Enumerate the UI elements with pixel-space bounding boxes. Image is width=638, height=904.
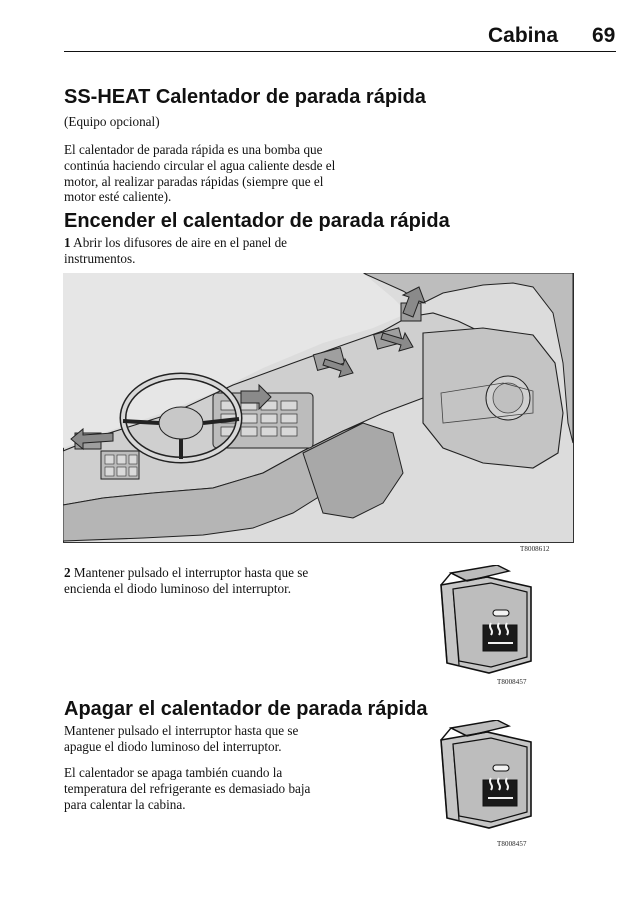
main-title: SS-HEAT Calentador de parada rápida	[64, 86, 426, 108]
step-2-number: 2	[64, 565, 71, 580]
header-page-number: 69	[592, 24, 616, 47]
step-1-text: Abrir los difusores de aire en el panel de instrumentos.	[64, 235, 288, 266]
heater-switch-illustration-2	[437, 720, 537, 830]
optional-note: (Equipo opcional)	[64, 114, 160, 129]
turn-off-paragraph: Mantener pulsado el interruptor hasta que se apague el diodo luminoso del interruptor.	[64, 723, 299, 754]
turn-on-title: Encender el calentador de parada rápida	[64, 210, 450, 232]
step-2-text: Mantener pulsado el interruptor hasta que se encienda el diodo luminoso del interruptor.	[64, 565, 309, 596]
header-rule	[64, 51, 616, 52]
intro-paragraph: El calentador de parada rápida es una bomba que continúa haciendo circular el agua caliente desde el motor, al realizar paradas rápidas (siempre que el motor esté caliente).	[64, 142, 336, 205]
step-1	[64, 235, 326, 267]
turn-off-title: Apagar el calentador de parada rápida	[64, 698, 428, 720]
switch-figure-code-1: T8008457	[497, 678, 527, 686]
header-section-title: Cabina	[488, 24, 559, 47]
turn-off-note: El calentador se apaga también cuando la temperatura del refrigerante es demasiado baja para calentar la cabina.	[64, 765, 311, 812]
dashboard-figure-code: T8008612	[520, 545, 550, 553]
step-1-number: 1	[64, 235, 71, 250]
dashboard-illustration	[63, 273, 574, 543]
step-2	[64, 565, 314, 597]
heater-switch-illustration-1	[437, 565, 537, 675]
switch-figure-code-2: T8008457	[497, 840, 527, 848]
